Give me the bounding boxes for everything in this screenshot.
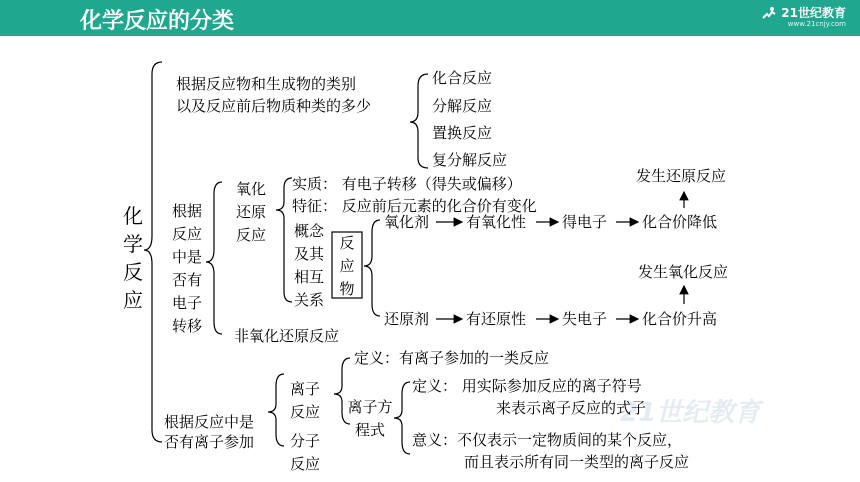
concept-relation: 概念及其相互关系 <box>293 222 324 309</box>
oxidant: 氧化剂 <box>384 213 430 231</box>
watermark: 21世纪教育 <box>620 398 761 428</box>
logo-text: 21世纪教育 <box>781 6 846 20</box>
ionic-equation: 离子方程式 <box>347 398 393 439</box>
redox-feature: 特征： 反应前后元素的化合价有变化 <box>292 197 537 215</box>
non-redox-reaction: 非氧化还原反应 <box>234 327 340 345</box>
root-node: 化学反应 <box>123 204 143 312</box>
decomposition-reaction: 分解反应 <box>432 97 493 115</box>
logo-subtext: www.21cnjy.com <box>787 20 846 28</box>
equation-definition-line2: 来表示离子反应的式子 <box>496 399 647 417</box>
oxidation-occurs: 发生氧化反应 <box>638 263 729 281</box>
branch2-condition: 根据反应中是否有电子转移 <box>171 202 202 335</box>
reductant: 还原剂 <box>384 310 430 328</box>
reduction-occurs: 发生还原反应 <box>636 167 727 185</box>
branch3-condition-line2: 否有离子参加 <box>164 433 255 451</box>
reducing-property: 有还原性 <box>466 310 527 328</box>
equation-definition-line1: 定义： 用实际参加反应的离子符号 <box>412 377 642 395</box>
molecular-reaction: 分子反应 <box>289 432 320 473</box>
valence-decrease: 化合价降低 <box>642 213 718 231</box>
redox-reaction: 氧化还原反应 <box>235 180 266 244</box>
equation-meaning-line2: 而且表示所有同一类型的离子反应 <box>464 453 690 471</box>
reactant-box: 反应物 <box>339 234 355 298</box>
gain-electrons: 得电子 <box>562 213 608 231</box>
oxidizing-property: 有氧化性 <box>466 213 527 231</box>
ionic-reaction: 离子反应 <box>289 380 320 421</box>
lose-electrons: 失电子 <box>562 310 608 328</box>
page-title: 化学反应的分类 <box>80 9 235 34</box>
branch3-condition-line1: 根据反应中是 <box>164 413 255 431</box>
combination-reaction: 化合反应 <box>432 69 493 87</box>
double-displacement-reaction: 复分解反应 <box>432 151 508 169</box>
valence-increase: 化合价升高 <box>642 310 718 328</box>
equation-meaning-line1: 意义：不仅表示一定物质间的某个反应， <box>412 431 683 449</box>
redox-essence: 实质： 有电子转移（得失或偏移） <box>292 175 522 193</box>
branch1-condition-line1: 根据反应物和生成物的类别 <box>176 75 357 93</box>
ionic-definition: 定义：有离子参加的一类反应 <box>354 349 550 367</box>
displacement-reaction: 置换反应 <box>432 124 493 142</box>
branch1-condition-line2: 以及反应前后物质种类的多少 <box>176 97 372 115</box>
